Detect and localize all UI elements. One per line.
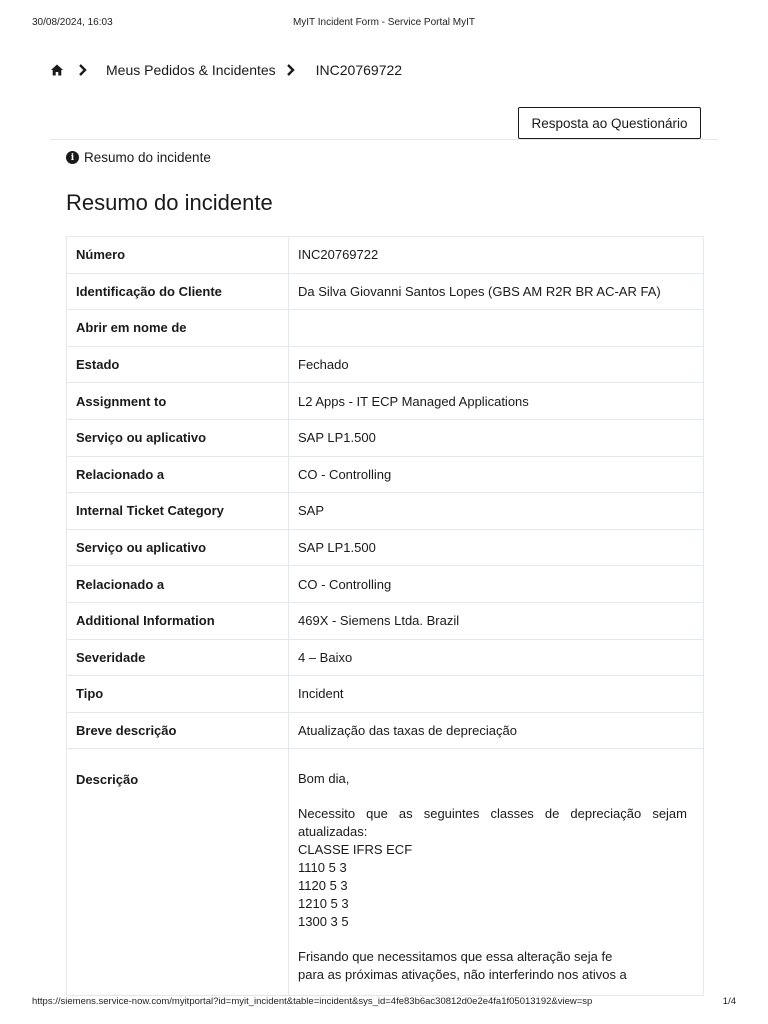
field-row-customer-id [67,274,703,311]
field-row-severity [67,640,703,677]
info-icon: i [66,151,79,164]
field-row-related-to [67,457,703,494]
field-row-short-description [67,713,703,750]
field-label: Relacionado a [67,457,289,493]
field-value: Fechado [298,357,349,373]
field-row-number [67,237,703,274]
print-header [32,17,736,31]
field-value: Da Silva Giovanni Santos Lopes (GBS AM R2R BR AC-AR FA) [298,283,661,299]
field-row-description [67,749,703,996]
field-row-open-on-behalf [67,310,703,347]
description-closing: para as próximas ativações, não interferindo nos ativos a [298,967,627,983]
field-label: Severidade [67,640,289,676]
field-label: Estado [67,347,289,383]
field-label: Serviço ou aplicativo [67,420,289,456]
field-value: L2 Apps - IT ECP Managed Applications [298,393,529,409]
description-line: 1210 5 3 [298,896,349,912]
description-greeting: Bom dia, [298,771,350,787]
field-value: Atualização das taxas de depreciação [298,723,517,739]
field-label: Assignment to [67,383,289,419]
survey-response-button[interactable]: Resposta ao Questionário [518,107,701,139]
breadcrumb-current-incident: INC20769722 [315,62,403,78]
print-datetime: 30/08/2024, 16:03 [32,17,113,28]
incident-summary-link[interactable] [66,150,211,165]
field-value: 469X - Siemens Ltda. Brazil [298,613,460,629]
field-row-ticket-category [67,493,703,530]
field-label: Serviço ou aplicativo [67,530,289,566]
field-label: Relacionado a [67,566,289,602]
field-row-additional-info [67,603,703,640]
chevron-right-icon [78,63,88,77]
field-row-related-to [67,566,703,603]
description-request: Necessito que as seguintes classes de depreciação sejam atualizadas: [298,806,687,840]
field-value: SAP LP1.500 [298,430,376,446]
description-line: CLASSE IFRS ECF [298,842,413,858]
field-label: Identificação do Cliente [67,274,289,310]
description-body [289,749,703,996]
divider [50,139,718,140]
field-row-state [67,347,703,384]
field-row-assignment [67,383,703,420]
field-value: SAP [298,503,325,519]
print-page-number: 1/4 [722,996,736,1007]
breadcrumb-my-requests[interactable]: Meus Pedidos & Incidentes [106,62,276,78]
chevron-right-icon [286,63,296,77]
field-label: Descrição [67,749,289,996]
description-line: 1110 5 3 [298,860,347,876]
field-label: Número [67,237,289,273]
home-icon[interactable] [50,63,64,77]
field-label: Tipo [67,676,289,712]
field-row-service [67,530,703,567]
field-label: Abrir em nome de [67,310,289,346]
incident-summary-label: Resumo do incidente [84,150,211,165]
field-value: Incident [298,686,344,702]
field-label: Breve descrição [67,713,289,749]
field-value: INC20769722 [298,247,379,263]
description-line: 1300 3 5 [298,914,349,930]
field-label: Additional Information [67,603,289,639]
field-label: Internal Ticket Category [67,493,289,529]
field-value: CO - Controlling [298,466,392,482]
field-row-service [67,420,703,457]
breadcrumb [50,62,402,78]
field-value: SAP LP1.500 [298,540,376,556]
field-value: CO - Controlling [298,576,392,592]
print-url: https://siemens.service-now.com/myitportal?id=myit_incident&table=incident&sys_id=4fe83b6ac30812d0e2e4fa1f05013192&view=sp [32,996,593,1007]
print-footer [32,996,736,1010]
field-value: 4 – Baixo [298,649,353,665]
section-title: Resumo do incidente [66,190,273,215]
field-row-type [67,676,703,713]
description-closing: Frisando que necessitamos que essa alteração seja fe [298,949,613,965]
print-page-title: MyIT Incident Form - Service Portal MyIT [292,17,476,28]
incident-details-table [66,236,704,996]
description-line: 1120 5 3 [298,878,348,894]
field-value [289,310,703,346]
